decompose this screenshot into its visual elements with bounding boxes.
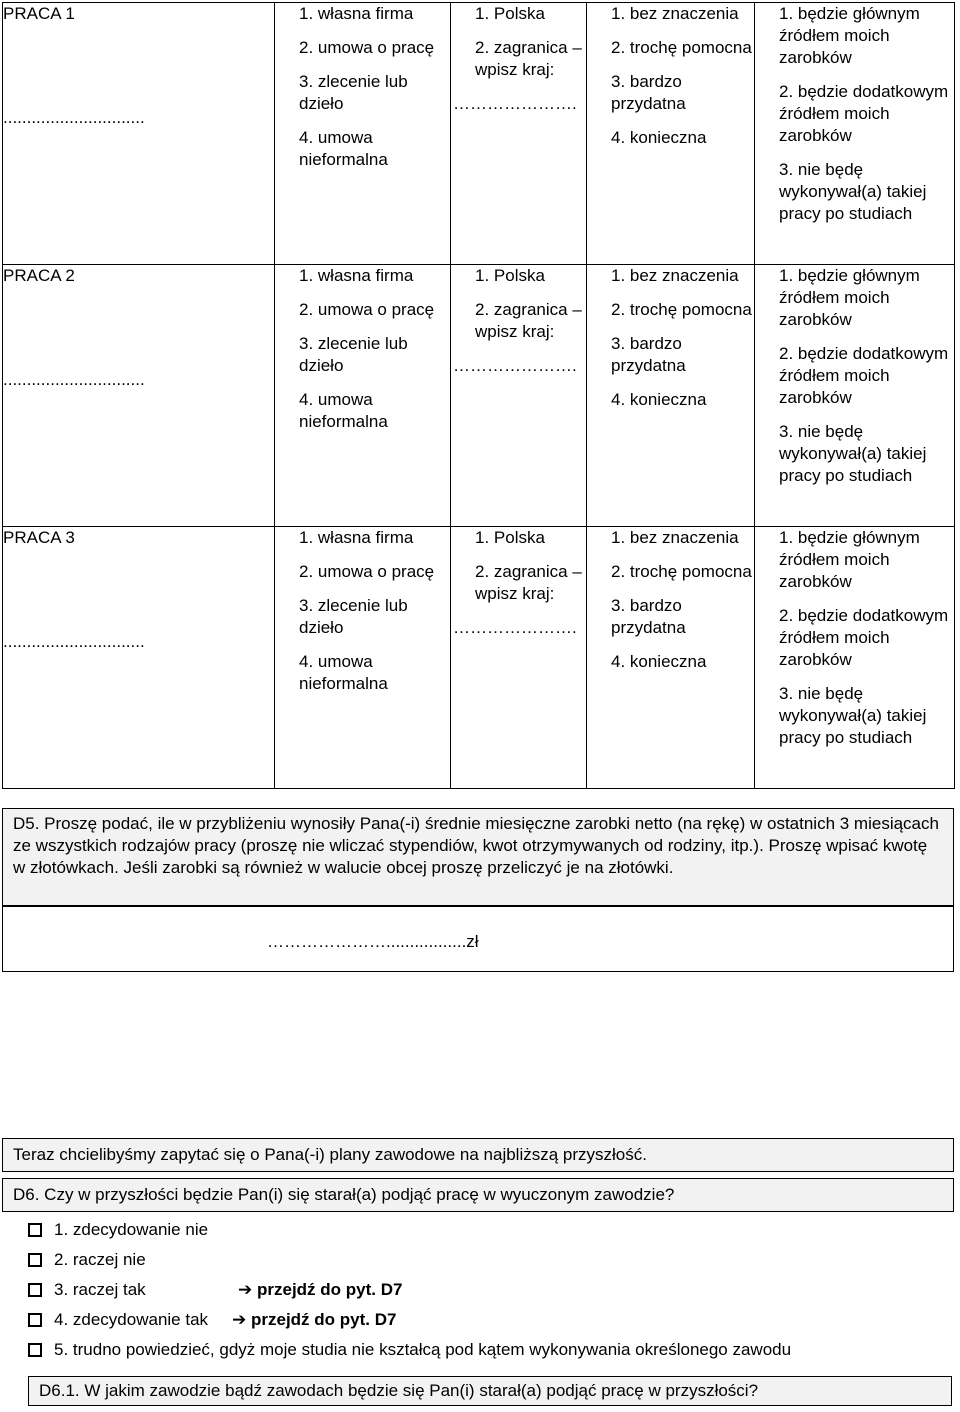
intro-text: Teraz chcielibyśmy zapytać się o Pana(-i) plany zawodowe na najbliższą przyszłość.: [13, 1145, 647, 1164]
work-table: [2, 2, 955, 789]
d6-option-label: 5. trudno powiedzieć, gdyż moje studia nie kształcą pod kątem wykonywania określonego zawodu: [54, 1340, 792, 1359]
work-name-cell: [3, 555, 275, 789]
usefulness-option[interactable]: 2. trochę pomocna: [611, 562, 752, 581]
income-option[interactable]: 1. będzie głównym źródłem moich zarobków: [779, 528, 920, 591]
work-title: PRACA 2: [3, 266, 75, 285]
employment-option[interactable]: 2. umowa o pracę: [299, 300, 435, 319]
location-cell: [451, 527, 587, 789]
usefulness-option[interactable]: 4. konieczna: [611, 390, 707, 409]
usefulness-option[interactable]: 1. bez znaczenia: [611, 528, 739, 547]
d6-option[interactable]: [28, 1279, 403, 1301]
work-title-row: [3, 265, 955, 294]
usefulness-cell: [587, 265, 755, 527]
location-cell: [451, 265, 587, 527]
employment-option[interactable]: 3. zlecenie lub dzieło: [299, 334, 408, 375]
d5-answer-box: [2, 906, 954, 972]
work-title-cell: [3, 527, 275, 556]
d5-answer-field[interactable]: ………………….................zł: [267, 932, 479, 951]
work-title: PRACA 1: [3, 4, 75, 23]
income-cell: [755, 3, 955, 265]
employment-option[interactable]: 1. własna firma: [299, 4, 414, 23]
d61-question-box: [28, 1376, 952, 1406]
employment-cell: [275, 265, 451, 527]
location-option[interactable]: 1. Polska: [475, 266, 545, 285]
intro-box: [2, 1138, 954, 1172]
employment-option[interactable]: 2. umowa o pracę: [299, 38, 435, 57]
checkbox-icon[interactable]: [28, 1223, 42, 1237]
d6-question-box: [2, 1178, 954, 1212]
work-name-cell: [3, 293, 275, 527]
usefulness-option[interactable]: 4. konieczna: [611, 652, 707, 671]
arrow-right-icon: ➔: [238, 1280, 253, 1299]
work-name-cell: [3, 31, 275, 265]
usefulness-option[interactable]: 1. bez znaczenia: [611, 266, 739, 285]
work-title-cell: [3, 265, 275, 294]
employment-option[interactable]: 2. umowa o pracę: [299, 562, 435, 581]
income-option[interactable]: 1. będzie głównym źródłem moich zarobków: [779, 4, 920, 67]
employment-cell: [275, 527, 451, 789]
d5-question: D5. Proszę podać, ile w przybliżeniu wynosiły Pana(-i) średnie miesięczne zarobki netto (na rękę) w ostatnich 3 miesiącach ze wszystkich rodzajów pracy (proszę nie wliczać stypendiów, kwot otrzymywanych od rodziny, itp.). Proszę wpisać kwotę w złotówkach. Jeśli zarobki są również w walucie obcej proszę przeliczyć je na złotówki.: [13, 814, 939, 877]
usefulness-cell: [587, 3, 755, 265]
usefulness-option[interactable]: 3. bardzo przydatna: [611, 334, 686, 375]
location-option[interactable]: 2. zagranica – wpisz kraj:: [475, 300, 582, 341]
d5-question-box: [2, 808, 954, 906]
skip-instruction: przejdź do pyt. D7: [250, 1310, 397, 1329]
d6-option-label: 2. raczej nie: [54, 1250, 146, 1269]
location-option[interactable]: 2. zagranica – wpisz kraj:: [475, 38, 582, 79]
work-title: PRACA 3: [3, 528, 75, 547]
income-cell: [755, 527, 955, 789]
work-title-row: [3, 527, 955, 556]
checkbox-icon[interactable]: [28, 1253, 42, 1267]
location-cell: [451, 3, 587, 265]
employment-option[interactable]: 4. umowa nieformalna: [299, 390, 388, 431]
checkbox-icon[interactable]: [28, 1283, 42, 1297]
location-option[interactable]: 1. Polska: [475, 528, 545, 547]
usefulness-option[interactable]: 2. trochę pomocna: [611, 300, 752, 319]
income-option[interactable]: 2. będzie dodatkowym źródłem moich zarobków: [779, 82, 949, 145]
usefulness-option[interactable]: 3. bardzo przydatna: [611, 596, 686, 637]
income-option[interactable]: 1. będzie głównym źródłem moich zarobków: [779, 266, 920, 329]
d6-option[interactable]: [28, 1219, 208, 1241]
d6-option[interactable]: [28, 1339, 791, 1361]
income-option[interactable]: 2. będzie dodatkowym źródłem moich zarobków: [779, 344, 949, 407]
checkbox-icon[interactable]: [28, 1313, 42, 1327]
employment-option[interactable]: 1. własna firma: [299, 266, 414, 285]
usefulness-option[interactable]: 2. trochę pomocna: [611, 38, 752, 57]
country-field[interactable]: ………………….: [453, 618, 577, 637]
location-option[interactable]: 2. zagranica – wpisz kraj:: [475, 562, 582, 603]
employment-option[interactable]: 4. umowa nieformalna: [299, 128, 388, 169]
d6-option[interactable]: [28, 1249, 146, 1271]
income-option[interactable]: 3. nie będę wykonywał(a) takiej pracy po studiach: [779, 422, 927, 485]
arrow-right-icon: ➔: [232, 1310, 247, 1329]
employment-option[interactable]: 3. zlecenie lub dzieło: [299, 596, 408, 637]
country-field[interactable]: ………………….: [453, 356, 577, 375]
usefulness-option[interactable]: 1. bez znaczenia: [611, 4, 739, 23]
work-title-row: [3, 3, 955, 32]
employment-cell: [275, 3, 451, 265]
income-cell: [755, 265, 955, 527]
skip-instruction: przejdź do pyt. D7: [256, 1280, 403, 1299]
work-name-field[interactable]: ..............................: [3, 370, 145, 389]
work-name-field[interactable]: ..............................: [3, 108, 145, 127]
country-field[interactable]: ………………….: [453, 94, 577, 113]
checkbox-icon[interactable]: [28, 1343, 42, 1357]
income-option[interactable]: 2. będzie dodatkowym źródłem moich zarobków: [779, 606, 949, 669]
d6-option[interactable]: [28, 1309, 397, 1331]
income-option[interactable]: 3. nie będę wykonywał(a) takiej pracy po studiach: [779, 160, 927, 223]
usefulness-option[interactable]: 3. bardzo przydatna: [611, 72, 686, 113]
usefulness-option[interactable]: 4. konieczna: [611, 128, 707, 147]
d6-option-label: 4. zdecydowanie tak: [54, 1310, 209, 1329]
employment-option[interactable]: 1. własna firma: [299, 528, 414, 547]
income-option[interactable]: 3. nie będę wykonywał(a) takiej pracy po studiach: [779, 684, 927, 747]
location-option[interactable]: 1. Polska: [475, 4, 545, 23]
usefulness-cell: [587, 527, 755, 789]
d61-question: D6.1. W jakim zawodzie bądź zawodach będzie się Pan(i) starał(a) podjąć pracę w przyszłości?: [39, 1381, 759, 1400]
d6-question: D6. Czy w przyszłości będzie Pan(i) się starał(a) podjąć pracę w wyuczonym zawodzie?: [13, 1185, 675, 1204]
d6-option-label: 1. zdecydowanie nie: [54, 1220, 209, 1239]
work-name-field[interactable]: ..............................: [3, 632, 145, 651]
work-title-cell: [3, 3, 275, 32]
d6-option-label: 3. raczej tak: [54, 1280, 146, 1299]
employment-option[interactable]: 3. zlecenie lub dzieło: [299, 72, 408, 113]
employment-option[interactable]: 4. umowa nieformalna: [299, 652, 388, 693]
